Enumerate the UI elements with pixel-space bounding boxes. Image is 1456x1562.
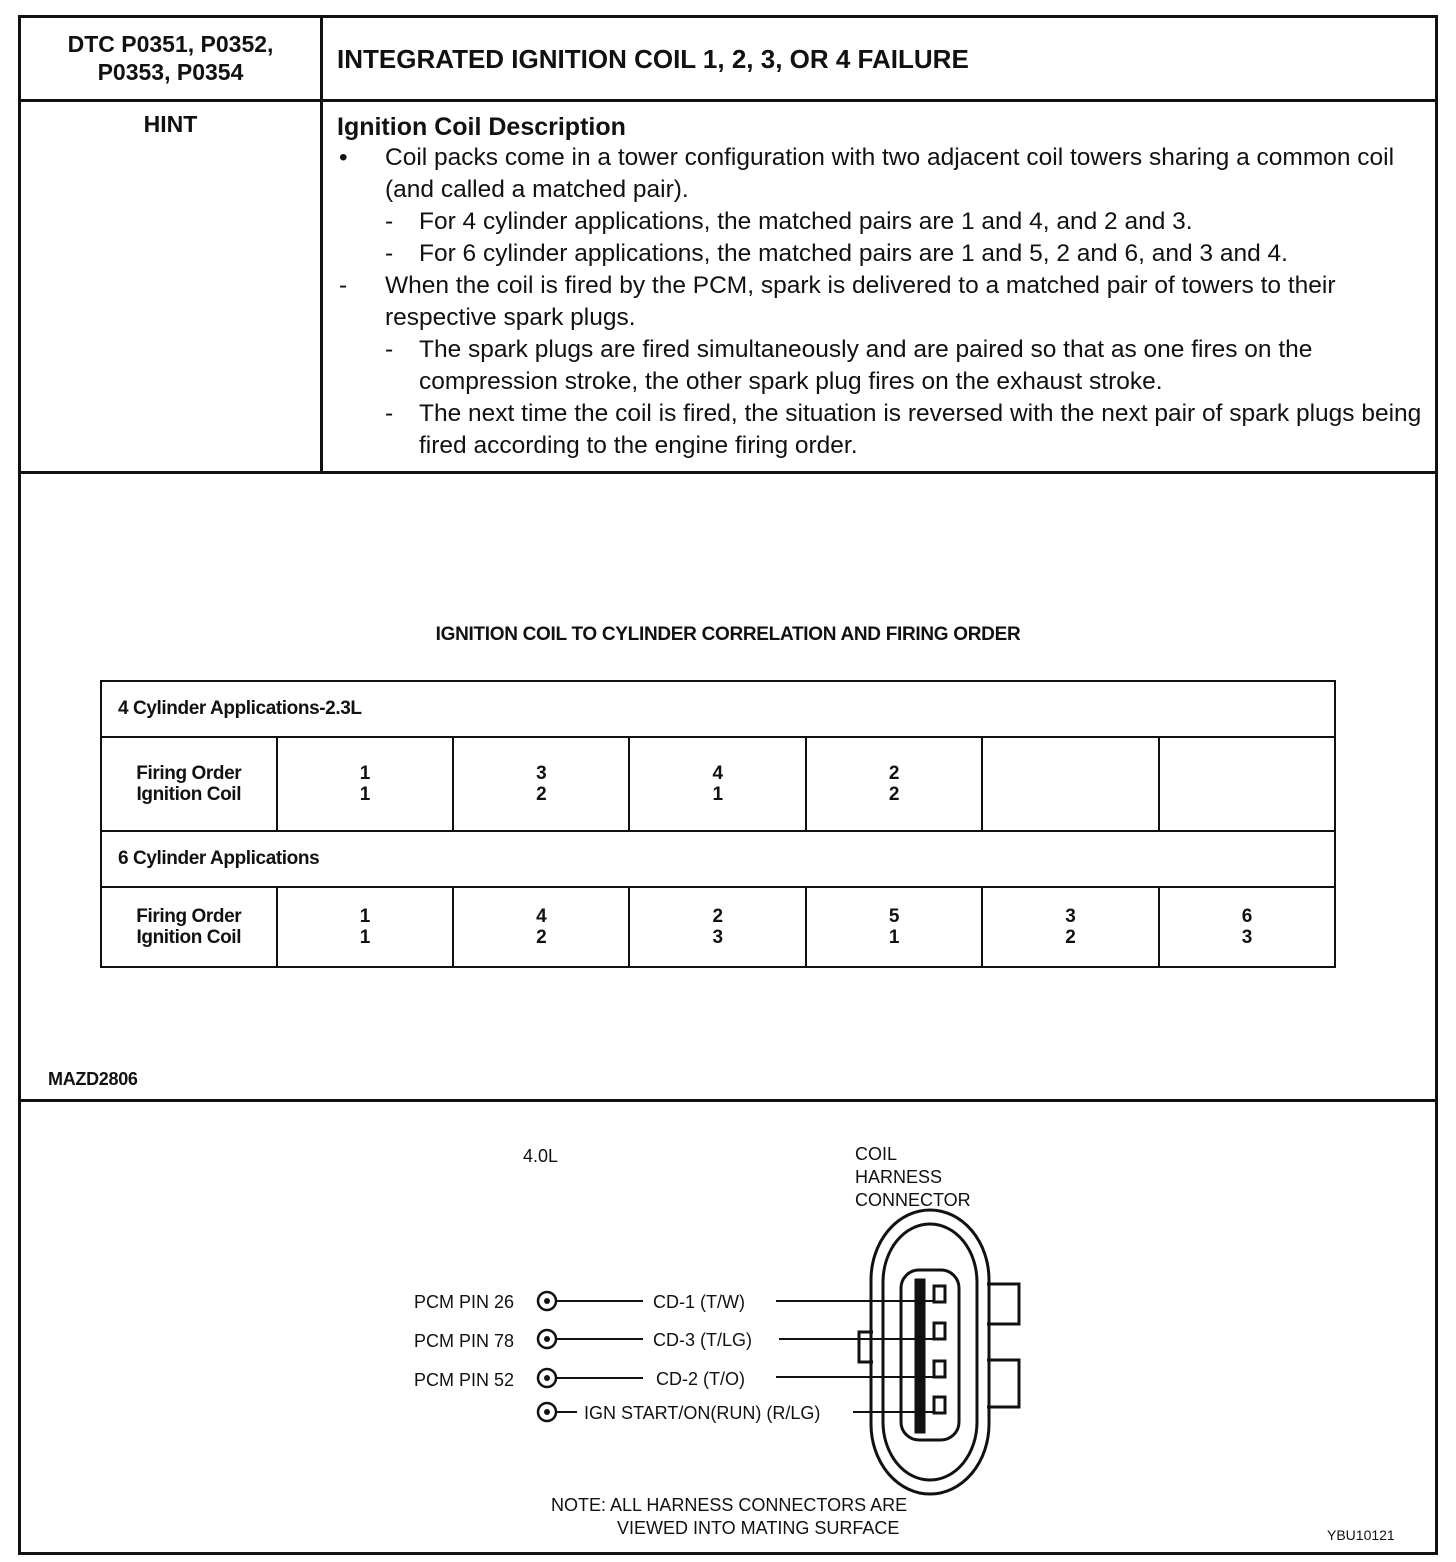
table-cell bbox=[806, 887, 982, 967]
dtc-title-cell bbox=[323, 18, 1435, 99]
terminal-dot bbox=[544, 1298, 550, 1304]
row-label bbox=[101, 887, 277, 967]
ignition-coil-label: Ignition Coil bbox=[136, 927, 242, 948]
firing-order-label: Firing Order bbox=[136, 906, 242, 927]
terminal-dot bbox=[544, 1336, 550, 1342]
ignition-coil-value: 2 bbox=[888, 784, 900, 805]
wire-label: CD-3 (T/LG) bbox=[653, 1330, 752, 1350]
hint-sub-item bbox=[337, 238, 1435, 270]
firing-order-value: 4 bbox=[712, 763, 723, 784]
ignition-coil-value: 3 bbox=[712, 927, 723, 948]
ignition-coil-value: 1 bbox=[359, 784, 370, 805]
row-label bbox=[101, 737, 277, 831]
document-frame bbox=[18, 15, 1438, 1555]
dtc-code-line-1: DTC P0351, P0352, bbox=[67, 31, 274, 57]
bullet-marker: • bbox=[339, 144, 348, 171]
ignition-coil-value: 2 bbox=[536, 927, 547, 948]
header-row bbox=[21, 18, 1435, 102]
hint-heading: Ignition Coil Description bbox=[337, 113, 626, 141]
wiring-diagram-section bbox=[21, 1102, 1435, 1555]
dash-marker: - bbox=[385, 240, 394, 267]
pcm-pin-label: PCM PIN 52 bbox=[414, 1370, 515, 1390]
firing-order-value: 4 bbox=[536, 906, 547, 927]
note-line-2: VIEWED INTO MATING SURFACE bbox=[617, 1518, 900, 1538]
dtc-title: INTEGRATED IGNITION COIL 1, 2, 3, OR 4 FAILURE bbox=[337, 44, 969, 74]
four-cylinder-row bbox=[101, 737, 1335, 831]
dash-marker: - bbox=[385, 336, 394, 363]
terminal-dot bbox=[544, 1375, 550, 1381]
hint-sub-item bbox=[337, 206, 1435, 238]
ignition-coil-label: Ignition Coil bbox=[136, 784, 242, 805]
firing-order-value: 3 bbox=[536, 763, 547, 784]
figure-code: YBU10121 bbox=[1327, 1527, 1395, 1543]
connector-label-line-1: COIL bbox=[855, 1144, 898, 1164]
hint-label: HINT bbox=[21, 102, 323, 471]
firing-order-value: 1 bbox=[359, 763, 370, 784]
four-cylinder-header: 4 Cylinder Applications-2.3L bbox=[101, 681, 1335, 737]
figure-code: MAZD2806 bbox=[48, 1069, 138, 1089]
firing-order-value: 5 bbox=[888, 906, 900, 927]
connector-icon bbox=[859, 1210, 1019, 1494]
connector-label-line-3: CONNECTOR bbox=[855, 1190, 971, 1210]
dash-marker: - bbox=[385, 400, 394, 427]
pcm-pin-label: PCM PIN 78 bbox=[414, 1331, 515, 1351]
hint-row bbox=[21, 102, 1435, 474]
hint-sub-item bbox=[337, 334, 1435, 398]
table-cell bbox=[277, 887, 453, 967]
firing-order-value: 2 bbox=[888, 763, 900, 784]
correlation-section bbox=[21, 474, 1435, 1102]
dtc-code-cell bbox=[21, 18, 323, 99]
firing-order-value: 2 bbox=[712, 906, 723, 927]
correlation-title: IGNITION COIL TO CYLINDER CORRELATION AND FIRING ORDER bbox=[435, 624, 1021, 645]
hint-sub-item-text: The spark plugs are fired simultaneously and are paired so that as one fires on the compression stroke, the other spark plug fires on the exhaust stroke. bbox=[419, 336, 1313, 395]
terminal-dot bbox=[544, 1409, 550, 1415]
wiring-diagram bbox=[21, 1102, 1441, 1555]
table-cell bbox=[453, 887, 629, 967]
circuit-row bbox=[414, 1369, 934, 1390]
ignition-coil-value: 2 bbox=[536, 784, 547, 805]
note-line-1: NOTE: ALL HARNESS CONNECTORS ARE bbox=[551, 1495, 908, 1515]
dtc-code-line-2: P0353, P0354 bbox=[97, 59, 244, 85]
hint-body bbox=[323, 102, 1435, 471]
circuit-row bbox=[538, 1403, 934, 1423]
dash-marker: - bbox=[385, 208, 394, 235]
hint-sub-item-text: For 6 cylinder applications, the matched pairs are 1 and 5, 2 and 6, and 3 and 4. bbox=[419, 240, 1288, 267]
table-cell bbox=[277, 737, 453, 831]
table-cell bbox=[982, 887, 1158, 967]
ignition-coil-value: 3 bbox=[1241, 927, 1252, 948]
firing-order-label: Firing Order bbox=[136, 763, 242, 784]
hint-sub-item bbox=[337, 398, 1435, 462]
engine-label: 4.0L bbox=[523, 1146, 559, 1166]
circuit-row bbox=[414, 1330, 934, 1351]
table-cell bbox=[1159, 737, 1335, 831]
wire-label: CD-1 (T/W) bbox=[653, 1292, 745, 1312]
six-cylinder-row bbox=[101, 887, 1335, 967]
connector-label-line-2: HARNESS bbox=[855, 1167, 943, 1187]
firing-order-value: 1 bbox=[359, 906, 370, 927]
hint-sub-item-text: The next time the coil is fired, the situation is reversed with the next pair of spark plugs being fired according to the engine firing order. bbox=[419, 400, 1422, 459]
hint-sub-item-text: For 4 cylinder applications, the matched pairs are 1 and 4, and 2 and 3. bbox=[419, 208, 1193, 235]
wire-label: CD-2 (T/O) bbox=[656, 1369, 745, 1389]
ignition-coil-value: 1 bbox=[359, 927, 370, 948]
wire-label: IGN START/ON(RUN) (R/LG) bbox=[584, 1403, 821, 1423]
table-cell bbox=[629, 737, 805, 831]
table-cell bbox=[453, 737, 629, 831]
hint-bullet bbox=[337, 142, 1435, 206]
hint-bullet-text: When the coil is fired by the PCM, spark is delivered to a matched pair of towers to their respective spark plugs. bbox=[385, 272, 1336, 331]
circuit-row bbox=[414, 1292, 934, 1312]
table-cell bbox=[1159, 887, 1335, 967]
hint-bullet-text: Coil packs come in a tower configuration with two adjacent coil towers sharing a common coil (and called a matched pair). bbox=[385, 144, 1395, 203]
hint-bullet bbox=[337, 270, 1435, 334]
ignition-coil-value: 2 bbox=[1065, 927, 1076, 948]
table-cell bbox=[806, 737, 982, 831]
ignition-coil-value: 1 bbox=[712, 784, 723, 805]
correlation-table bbox=[100, 680, 1336, 968]
firing-order-value: 6 bbox=[1241, 906, 1252, 927]
table-cell bbox=[982, 737, 1158, 831]
firing-order-value: 3 bbox=[1065, 906, 1076, 927]
six-cylinder-header: 6 Cylinder Applications bbox=[101, 831, 1335, 887]
table-cell bbox=[629, 887, 805, 967]
dash-marker: - bbox=[339, 272, 348, 299]
ignition-coil-value: 1 bbox=[888, 927, 900, 948]
pcm-pin-label: PCM PIN 26 bbox=[414, 1292, 515, 1312]
